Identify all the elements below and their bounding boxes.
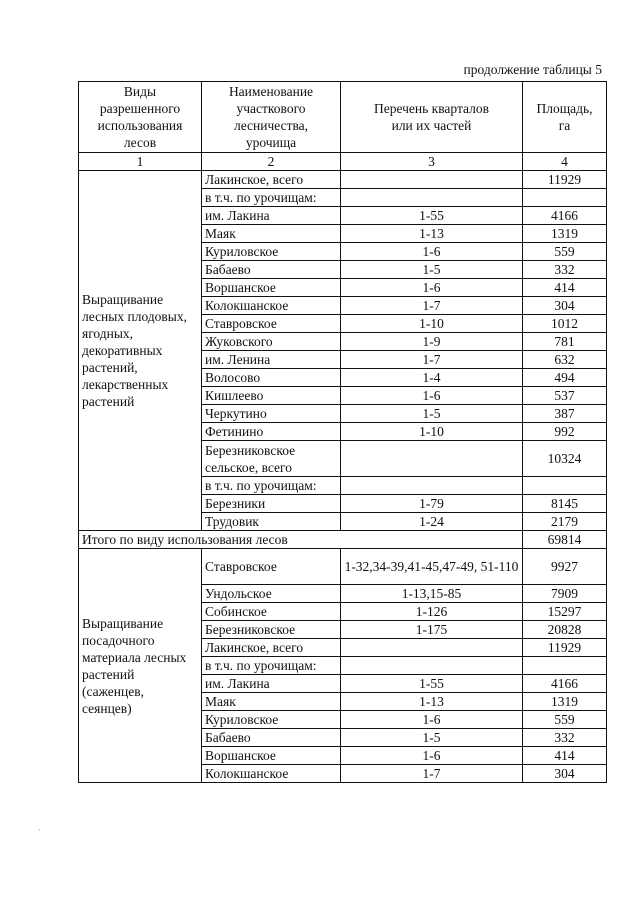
quarters-cell: 1-13 xyxy=(341,225,523,243)
area-cell: 10324 xyxy=(523,441,607,477)
forestry-name-cell: Куриловское xyxy=(202,243,341,261)
quarters-cell xyxy=(341,189,523,207)
header-area: Площадь, га xyxy=(523,82,607,153)
area-cell: 559 xyxy=(523,243,607,261)
quarters-cell: 1-7 xyxy=(341,297,523,315)
forestry-name-cell: Ундольское xyxy=(202,585,341,603)
area-cell: 15297 xyxy=(523,603,607,621)
forestry-name-cell: в т.ч. по урочищам: xyxy=(202,189,341,207)
area-cell: 7909 xyxy=(523,585,607,603)
area-cell: 1012 xyxy=(523,315,607,333)
area-cell: 781 xyxy=(523,333,607,351)
forestry-name-cell: Лакинское, всего xyxy=(202,639,341,657)
total-row xyxy=(79,531,607,549)
area-cell: 387 xyxy=(523,405,607,423)
quarters-cell xyxy=(341,657,523,675)
area-cell xyxy=(523,477,607,495)
area-cell: 632 xyxy=(523,351,607,369)
forestry-name-cell: Бабаево xyxy=(202,261,341,279)
area-cell: 559 xyxy=(523,711,607,729)
area-cell: 494 xyxy=(523,369,607,387)
area-cell: 414 xyxy=(523,279,607,297)
table-row xyxy=(79,549,607,585)
forestry-name-cell: Куриловское xyxy=(202,711,341,729)
quarters-cell: 1-24 xyxy=(341,513,523,531)
area-cell: 537 xyxy=(523,387,607,405)
forestry-name-cell: Колокшанское xyxy=(202,297,341,315)
forestry-name-cell: Маяк xyxy=(202,225,341,243)
area-cell: 414 xyxy=(523,747,607,765)
quarters-cell: 1-5 xyxy=(341,729,523,747)
forestry-name-cell: Березники xyxy=(202,495,341,513)
column-number: 2 xyxy=(202,153,341,171)
scan-speck: · xyxy=(38,826,41,835)
usage-type-cell: Выращивание лесных плодовых, ягодных, декоративных растений, лекарственных растений xyxy=(79,171,202,531)
area-cell xyxy=(523,657,607,675)
area-cell: 2179 xyxy=(523,513,607,531)
forestry-name-cell: Березниковское сельское, всего xyxy=(202,441,341,477)
area-cell: 1319 xyxy=(523,693,607,711)
area-cell: 1319 xyxy=(523,225,607,243)
forestry-name-cell: Ставровское xyxy=(202,315,341,333)
quarters-cell xyxy=(341,477,523,495)
total-label: Итого по виду использования лесов xyxy=(79,531,523,549)
forestry-name-cell: Жуковского xyxy=(202,333,341,351)
quarters-cell: 1-4 xyxy=(341,369,523,387)
forestry-name-cell: Ставровское xyxy=(202,549,341,585)
forestry-name-cell: в т.ч. по урочищам: xyxy=(202,477,341,495)
forestry-name-cell: им. Лакина xyxy=(202,675,341,693)
forestry-name-cell: Воршанское xyxy=(202,747,341,765)
header-quarters: Перечень кварталов или их частей xyxy=(341,82,523,153)
quarters-cell: 1-6 xyxy=(341,387,523,405)
forestry-name-cell: Лакинское, всего xyxy=(202,171,341,189)
quarters-cell: 1-5 xyxy=(341,405,523,423)
quarters-cell: 1-6 xyxy=(341,747,523,765)
quarters-cell: 1-79 xyxy=(341,495,523,513)
forestry-name-cell: Трудовик xyxy=(202,513,341,531)
forestry-name-cell: Маяк xyxy=(202,693,341,711)
forestry-name-cell: Кишлеево xyxy=(202,387,341,405)
quarters-cell: 1-9 xyxy=(341,333,523,351)
quarters-cell: 1-55 xyxy=(341,207,523,225)
quarters-cell: 1-6 xyxy=(341,279,523,297)
quarters-cell: 1-10 xyxy=(341,315,523,333)
area-cell: 4166 xyxy=(523,675,607,693)
forestry-name-cell: Черкутино xyxy=(202,405,341,423)
continuation-label: продолжение таблицы 5 xyxy=(463,62,602,77)
quarters-cell: 1-10 xyxy=(341,423,523,441)
column-number-row xyxy=(79,153,607,171)
header-usage-type: Виды разрешенного использования лесов xyxy=(79,82,202,153)
forest-usage-table xyxy=(78,81,607,783)
quarters-cell: 1-126 xyxy=(341,603,523,621)
header-forestry-name: Наименование участкового лесничества, урочища xyxy=(202,82,341,153)
forestry-name-cell: Колокшанское xyxy=(202,765,341,783)
forestry-name-cell: Бабаево xyxy=(202,729,341,747)
area-cell: 8145 xyxy=(523,495,607,513)
forestry-name-cell: Волосово xyxy=(202,369,341,387)
quarters-cell: 1-13,15-85 xyxy=(341,585,523,603)
quarters-cell xyxy=(341,639,523,657)
quarters-cell: 1-6 xyxy=(341,711,523,729)
quarters-cell: 1-7 xyxy=(341,765,523,783)
forestry-name-cell: Воршанское xyxy=(202,279,341,297)
forestry-name-cell: им. Ленина xyxy=(202,351,341,369)
area-cell: 4166 xyxy=(523,207,607,225)
area-cell: 9927 xyxy=(523,549,607,585)
area-cell: 11929 xyxy=(523,171,607,189)
forestry-name-cell: Березниковское xyxy=(202,621,341,639)
quarters-cell: 1-32,34-39,41-45,47-49, 51-110 xyxy=(341,549,523,585)
area-cell: 332 xyxy=(523,729,607,747)
quarters-cell: 1-7 xyxy=(341,351,523,369)
area-cell: 992 xyxy=(523,423,607,441)
column-number: 1 xyxy=(79,153,202,171)
table-row xyxy=(79,171,607,189)
area-cell: 11929 xyxy=(523,639,607,657)
column-number: 4 xyxy=(523,153,607,171)
area-cell: 20828 xyxy=(523,621,607,639)
quarters-cell: 1-13 xyxy=(341,693,523,711)
area-cell: 304 xyxy=(523,765,607,783)
column-number: 3 xyxy=(341,153,523,171)
area-cell: 304 xyxy=(523,297,607,315)
quarters-cell: 1-55 xyxy=(341,675,523,693)
area-cell xyxy=(523,189,607,207)
area-cell: 332 xyxy=(523,261,607,279)
total-area: 69814 xyxy=(523,531,607,549)
quarters-cell: 1-6 xyxy=(341,243,523,261)
forestry-name-cell: Собинское xyxy=(202,603,341,621)
quarters-cell xyxy=(341,441,523,477)
forestry-name-cell: в т.ч. по урочищам: xyxy=(202,657,341,675)
quarters-cell: 1-5 xyxy=(341,261,523,279)
quarters-cell: 1-175 xyxy=(341,621,523,639)
header-row xyxy=(79,82,607,153)
quarters-cell xyxy=(341,171,523,189)
forestry-name-cell: Фетинино xyxy=(202,423,341,441)
forestry-name-cell: им. Лакина xyxy=(202,207,341,225)
usage-type-cell: Выращивание посадочного материала лесных растений (саженцев, сеянцев) xyxy=(79,549,202,783)
